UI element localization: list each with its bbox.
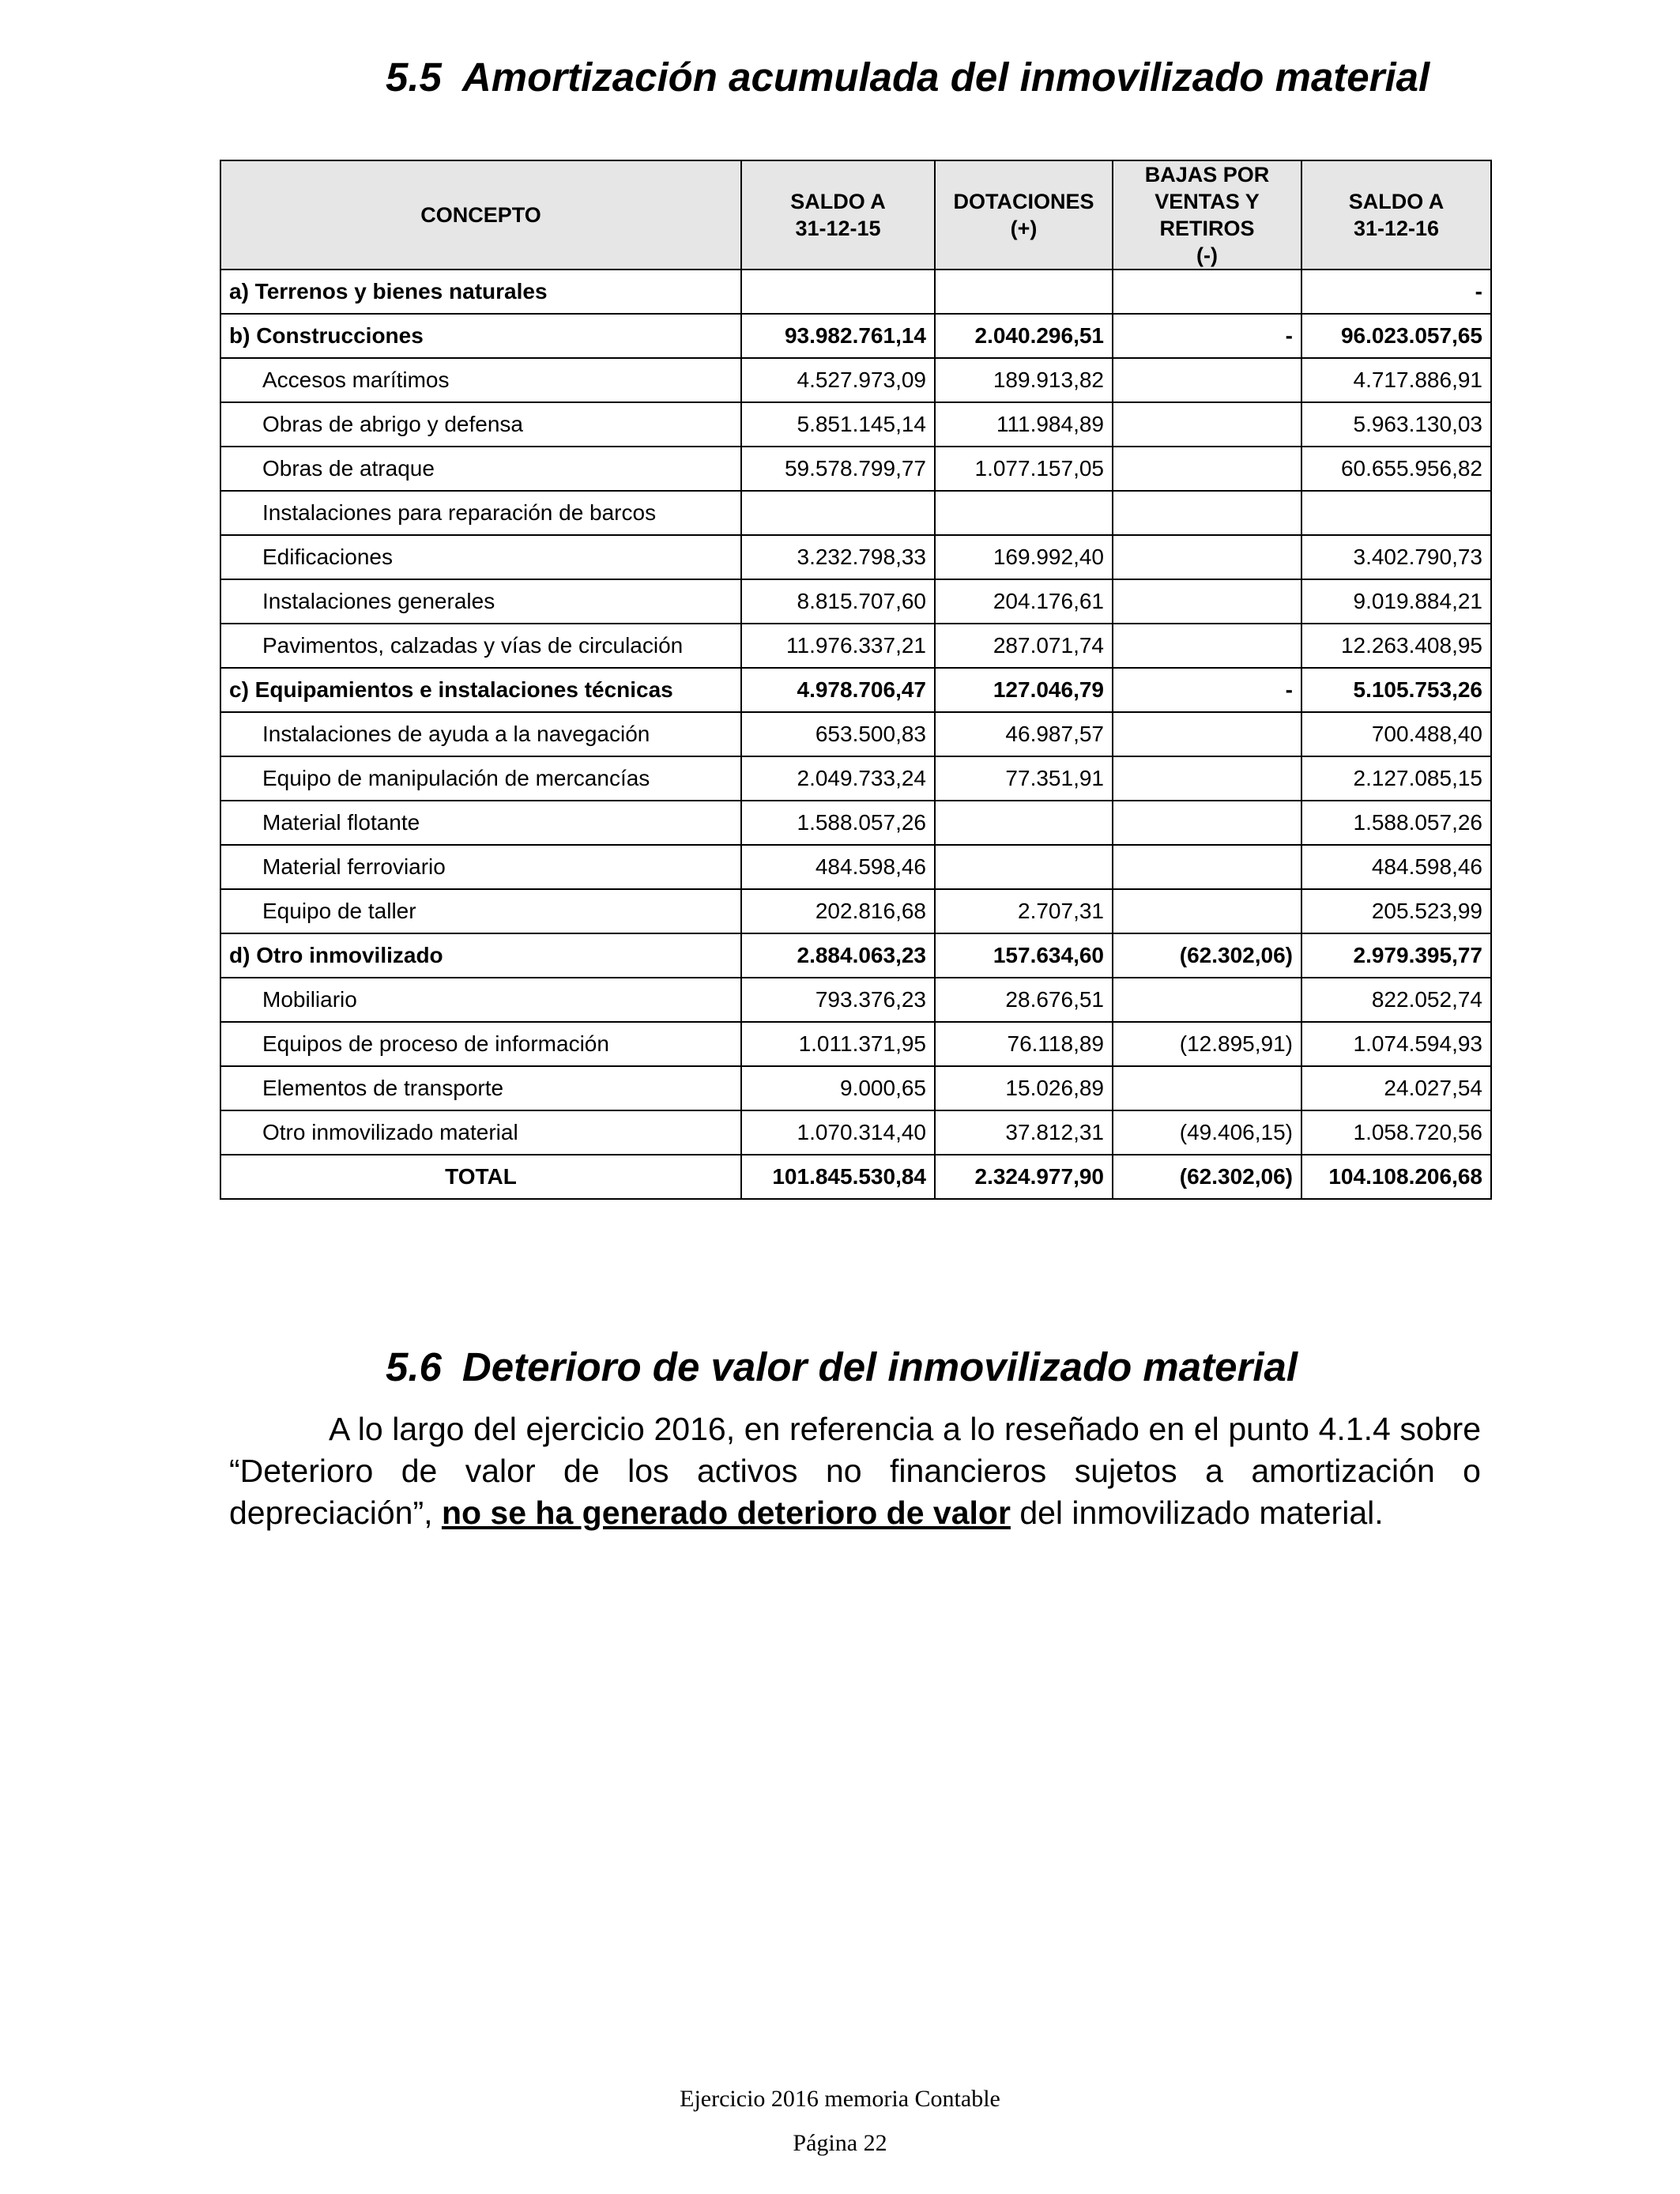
- cell-bajas: [1113, 402, 1301, 447]
- cell-concepto: Equipos de proceso de información: [220, 1022, 741, 1066]
- total-cell-saldo-final: 104.108.206,68: [1301, 1155, 1491, 1199]
- cell-saldo-final: 2.127.085,15: [1301, 756, 1491, 801]
- cell-concepto: Instalaciones generales: [220, 579, 741, 624]
- table-row: [220, 314, 1491, 358]
- cell-concepto: Instalaciones para reparación de barcos: [220, 491, 741, 535]
- cell-dotaciones: [935, 270, 1113, 314]
- cell-dotaciones: 1.077.157,05: [935, 447, 1113, 491]
- cell-saldo-inicial: 3.232.798,33: [741, 535, 935, 579]
- paragraph-text-2: del inmovilizado material.: [1019, 1495, 1384, 1531]
- cell-bajas: [1113, 756, 1301, 801]
- cell-dotaciones: 189.913,82: [935, 358, 1113, 402]
- cell-dotaciones: [935, 845, 1113, 889]
- cell-dotaciones: 46.987,57: [935, 712, 1113, 756]
- cell-dotaciones: 37.812,31: [935, 1110, 1113, 1155]
- table-row: [220, 624, 1491, 668]
- cell-saldo-inicial: 9.000,65: [741, 1066, 935, 1110]
- table-row: [220, 933, 1491, 978]
- cell-concepto: d) Otro inmovilizado: [220, 933, 741, 978]
- cell-bajas: [1113, 491, 1301, 535]
- cell-saldo-final: 3.402.790,73: [1301, 535, 1491, 579]
- total-cell-dotaciones: 2.324.977,90: [935, 1155, 1113, 1199]
- cell-saldo-inicial: 5.851.145,14: [741, 402, 935, 447]
- cell-dotaciones: 127.046,79: [935, 668, 1113, 712]
- cell-bajas: -: [1113, 668, 1301, 712]
- table-header-row: [220, 160, 1491, 270]
- cell-concepto: Equipo de manipulación de mercancías: [220, 756, 741, 801]
- cell-saldo-final: 1.074.594,93: [1301, 1022, 1491, 1066]
- table-row: [220, 1110, 1491, 1155]
- amortization-table: [220, 160, 1492, 1200]
- table-row: [220, 756, 1491, 801]
- footer-title: Ejercicio 2016 memoria Contable: [680, 2086, 1000, 2112]
- cell-bajas: -: [1113, 314, 1301, 358]
- table-row: [220, 1066, 1491, 1110]
- cell-saldo-final: 822.052,74: [1301, 978, 1491, 1022]
- cell-concepto: Instalaciones de ayuda a la navegación: [220, 712, 741, 756]
- table-row: [220, 978, 1491, 1022]
- cell-saldo-final: 4.717.886,91: [1301, 358, 1491, 402]
- header-bajas: BAJAS POR VENTAS Y RETIROS (-): [1113, 160, 1301, 270]
- cell-concepto: Elementos de transporte: [220, 1066, 741, 1110]
- cell-bajas: [1113, 889, 1301, 933]
- table-row: [220, 579, 1491, 624]
- cell-saldo-inicial: 8.815.707,60: [741, 579, 935, 624]
- cell-dotaciones: 28.676,51: [935, 978, 1113, 1022]
- table-row: [220, 270, 1491, 314]
- cell-concepto: Equipo de taller: [220, 889, 741, 933]
- table-row: [220, 402, 1491, 447]
- table-row: [220, 535, 1491, 579]
- paragraph-text-1: A lo largo del ejercicio 2016, en referencia a lo reseñado en el punto 4.1.4 sobre “Deterioro de valor de los activos no financieros sujetos a amortización o depreciación”,: [229, 1411, 1481, 1531]
- cell-saldo-inicial: 1.011.371,95: [741, 1022, 935, 1066]
- cell-bajas: [1113, 712, 1301, 756]
- cell-saldo-final: 60.655.956,82: [1301, 447, 1491, 491]
- cell-dotaciones: 76.118,89: [935, 1022, 1113, 1066]
- cell-bajas: [1113, 1066, 1301, 1110]
- table-row: [220, 845, 1491, 889]
- cell-saldo-final: 24.027,54: [1301, 1066, 1491, 1110]
- section-title-5-6: [386, 1336, 1298, 1399]
- cell-dotaciones: 77.351,91: [935, 756, 1113, 801]
- section-title-text: Amortización acumulada del inmovilizado material: [461, 55, 1430, 100]
- cell-saldo-final: 205.523,99: [1301, 889, 1491, 933]
- cell-saldo-inicial: 2.049.733,24: [741, 756, 935, 801]
- cell-saldo-inicial: 59.578.799,77: [741, 447, 935, 491]
- cell-saldo-inicial: [741, 270, 935, 314]
- cell-dotaciones: 2.707,31: [935, 889, 1113, 933]
- table-row: [220, 1022, 1491, 1066]
- cell-bajas: [1113, 579, 1301, 624]
- cell-dotaciones: 111.984,89: [935, 402, 1113, 447]
- cell-concepto: Obras de abrigo y defensa: [220, 402, 741, 447]
- cell-saldo-final: 9.019.884,21: [1301, 579, 1491, 624]
- cell-bajas: [1113, 270, 1301, 314]
- cell-dotaciones: [935, 801, 1113, 845]
- cell-saldo-final: 700.488,40: [1301, 712, 1491, 756]
- paragraph-emphasis: no se ha generado deterioro de valor: [441, 1495, 1011, 1531]
- cell-dotaciones: 287.071,74: [935, 624, 1113, 668]
- cell-concepto: Accesos marítimos: [220, 358, 741, 402]
- cell-dotaciones: 204.176,61: [935, 579, 1113, 624]
- cell-saldo-inicial: [741, 491, 935, 535]
- cell-saldo-final: [1301, 491, 1491, 535]
- cell-saldo-final: 484.598,46: [1301, 845, 1491, 889]
- table-row: [220, 491, 1491, 535]
- cell-saldo-inicial: 793.376,23: [741, 978, 935, 1022]
- cell-concepto: Obras de atraque: [220, 447, 741, 491]
- section-title-text: Deterioro de valor del inmovilizado material: [461, 1344, 1298, 1389]
- cell-concepto: c) Equipamientos e instalaciones técnicas: [220, 668, 741, 712]
- cell-saldo-final: 1.058.720,56: [1301, 1110, 1491, 1155]
- cell-concepto: Pavimentos, calzadas y vías de circulación: [220, 624, 741, 668]
- cell-concepto: b) Construcciones: [220, 314, 741, 358]
- cell-bajas: (12.895,91): [1113, 1022, 1301, 1066]
- total-cell-concepto: TOTAL: [220, 1155, 741, 1199]
- cell-saldo-final: 5.105.753,26: [1301, 668, 1491, 712]
- cell-saldo-final: 2.979.395,77: [1301, 933, 1491, 978]
- cell-bajas: [1113, 624, 1301, 668]
- section-title-5-5: [386, 46, 1430, 109]
- cell-saldo-inicial: 4.978.706,47: [741, 668, 935, 712]
- cell-bajas: [1113, 535, 1301, 579]
- table-row: [220, 447, 1491, 491]
- section-number: 5.5: [386, 55, 442, 100]
- cell-concepto: Material ferroviario: [220, 845, 741, 889]
- cell-saldo-final: 12.263.408,95: [1301, 624, 1491, 668]
- header-saldo-final: SALDO A 31-12-16: [1301, 160, 1491, 270]
- cell-saldo-inicial: 4.527.973,09: [741, 358, 935, 402]
- header-concepto: CONCEPTO: [220, 160, 741, 270]
- table-row: [220, 712, 1491, 756]
- cell-saldo-final: 5.963.130,03: [1301, 402, 1491, 447]
- cell-bajas: (49.406,15): [1113, 1110, 1301, 1155]
- cell-saldo-inicial: 93.982.761,14: [741, 314, 935, 358]
- table-row: [220, 801, 1491, 845]
- cell-dotaciones: [935, 491, 1113, 535]
- cell-concepto: Mobiliario: [220, 978, 741, 1022]
- cell-dotaciones: 169.992,40: [935, 535, 1113, 579]
- cell-dotaciones: 2.040.296,51: [935, 314, 1113, 358]
- cell-saldo-inicial: 484.598,46: [741, 845, 935, 889]
- table-total-row: [220, 1155, 1491, 1199]
- cell-bajas: [1113, 358, 1301, 402]
- cell-bajas: (62.302,06): [1113, 933, 1301, 978]
- cell-saldo-inicial: 11.976.337,21: [741, 624, 935, 668]
- table-row: [220, 668, 1491, 712]
- cell-bajas: [1113, 978, 1301, 1022]
- cell-saldo-inicial: 1.070.314,40: [741, 1110, 935, 1155]
- table-row: [220, 358, 1491, 402]
- total-cell-saldo-inicial: 101.845.530,84: [741, 1155, 935, 1199]
- total-cell-bajas: (62.302,06): [1113, 1155, 1301, 1199]
- cell-saldo-inicial: 2.884.063,23: [741, 933, 935, 978]
- table-row: [220, 889, 1491, 933]
- header-dotaciones: DOTACIONES (+): [935, 160, 1113, 270]
- cell-saldo-inicial: 1.588.057,26: [741, 801, 935, 845]
- cell-concepto: Material flotante: [220, 801, 741, 845]
- cell-saldo-inicial: 653.500,83: [741, 712, 935, 756]
- body-paragraph: [229, 1408, 1481, 1534]
- cell-concepto: a) Terrenos y bienes naturales: [220, 270, 741, 314]
- cell-bajas: [1113, 845, 1301, 889]
- cell-concepto: Edificaciones: [220, 535, 741, 579]
- cell-dotaciones: 15.026,89: [935, 1066, 1113, 1110]
- cell-bajas: [1113, 801, 1301, 845]
- page-number: Página 22: [793, 2130, 887, 2156]
- cell-bajas: [1113, 447, 1301, 491]
- section-number: 5.6: [386, 1344, 442, 1389]
- cell-saldo-final: 96.023.057,65: [1301, 314, 1491, 358]
- header-saldo-inicial: SALDO A 31-12-15: [741, 160, 935, 270]
- cell-saldo-inicial: 202.816,68: [741, 889, 935, 933]
- cell-saldo-final: -: [1301, 270, 1491, 314]
- cell-concepto: Otro inmovilizado material: [220, 1110, 741, 1155]
- cell-dotaciones: 157.634,60: [935, 933, 1113, 978]
- cell-saldo-final: 1.588.057,26: [1301, 801, 1491, 845]
- table-body: [220, 270, 1491, 1199]
